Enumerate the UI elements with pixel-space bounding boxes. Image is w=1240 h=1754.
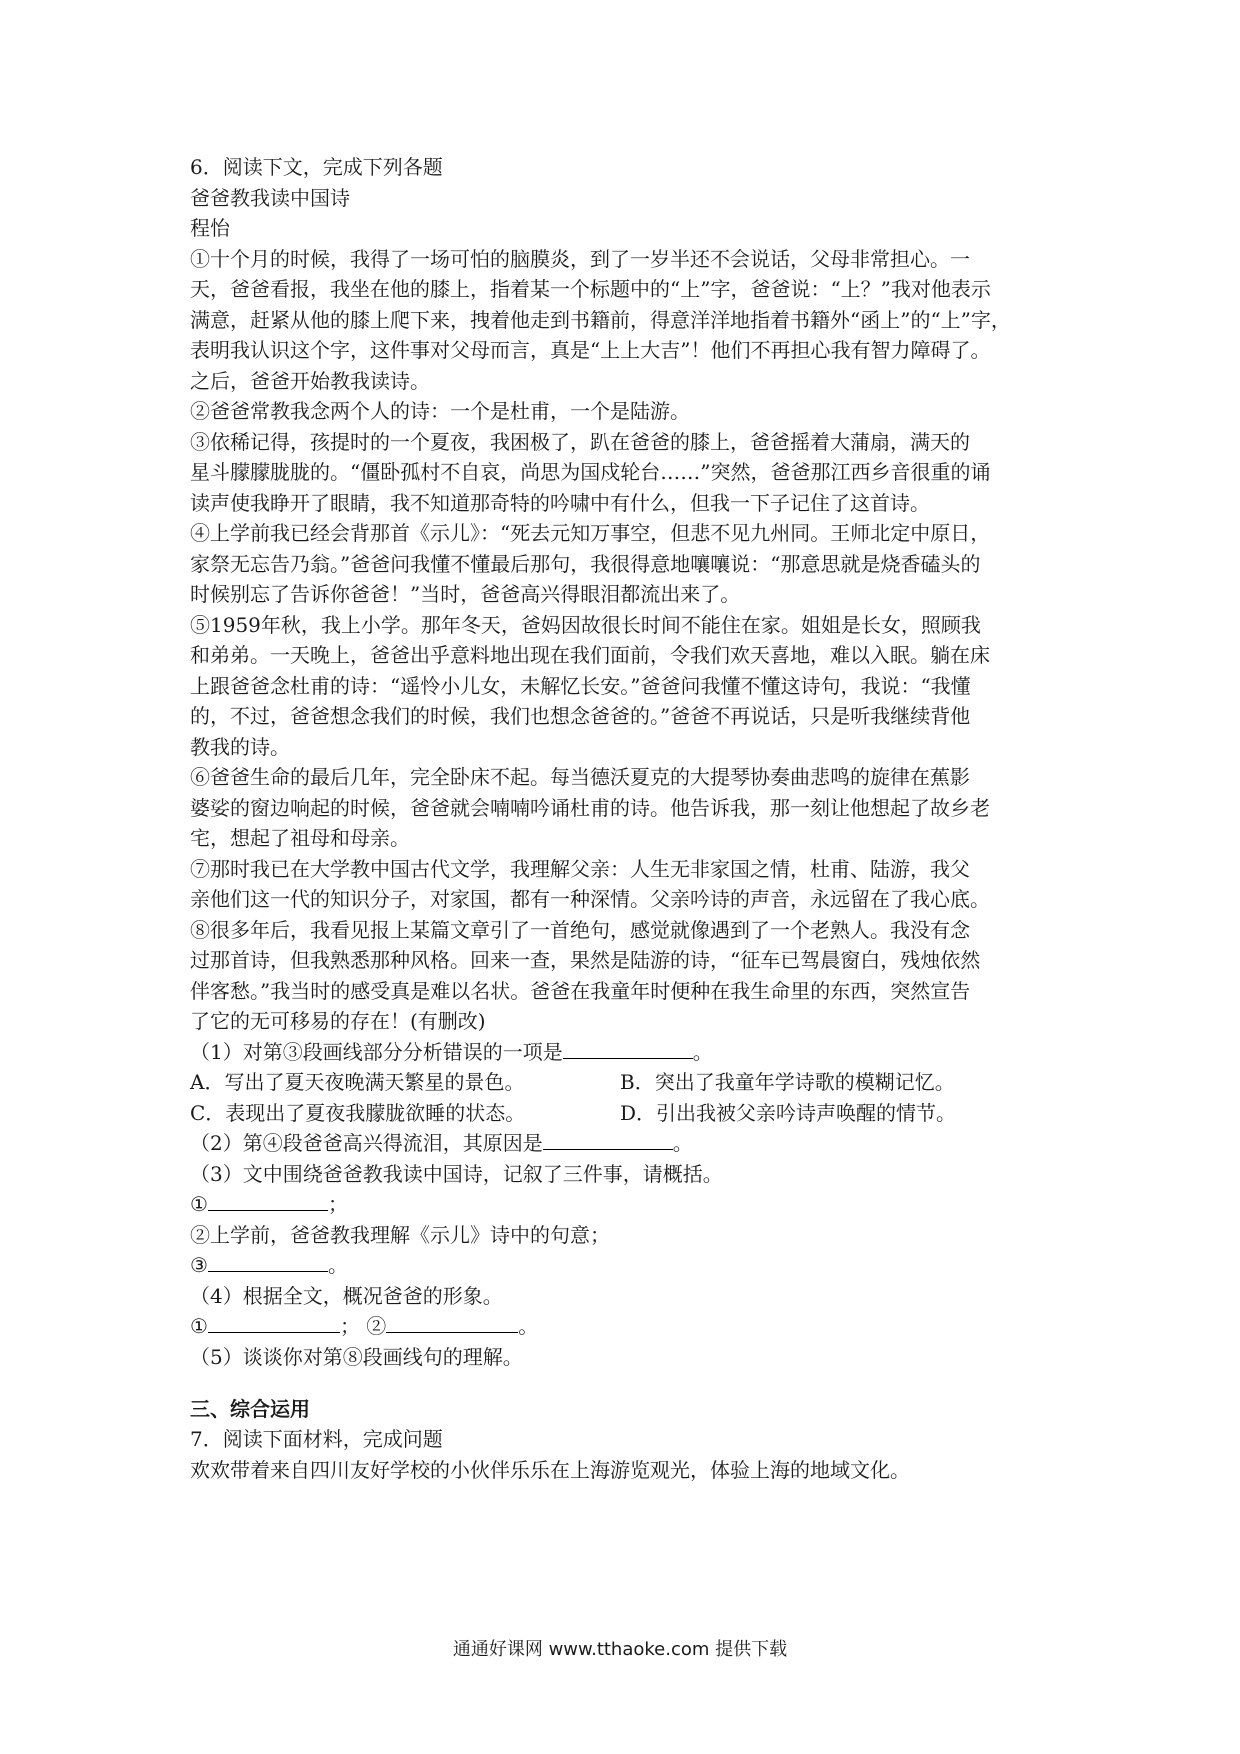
answer-a-end: ； (339, 1314, 360, 1338)
article-line: ⑧很多年后，我看见报上某篇文章引了一首绝句，感觉就像遇到了一个老熟人。我没有念 (190, 917, 970, 942)
article-line: 家祭无忘告乃翁。”爸爸问我懂不懂最后那句，我很得意地嚷嚷说：“那意思就是烧香磕头的 (190, 551, 981, 576)
sub-question-1-end: 。 (692, 1039, 713, 1064)
article-line: ④上学前我已经会背那首《示儿》：“死去元知万事空，但悲不见九州同。王师北定中原日， (190, 521, 991, 545)
option-c: C．表现出了夏夜我朦胧欲睡的状态。 (190, 1100, 526, 1125)
sub-question-1 (190, 1037, 1050, 1068)
item-3-marker: ③ (190, 1253, 208, 1277)
article-line: ③依稀记得，孩提时的一个夏夜，我困极了，趴在爸爸的膝上，爸爸摇着大蒲扇，满天的 (190, 429, 970, 454)
options-row-2 (190, 1098, 1050, 1129)
sub-question-3-item-1 (190, 1189, 1050, 1220)
answer-blank-q4-2[interactable] (386, 1312, 518, 1333)
article-line: 了它的无可移易的存在！(有删改) (190, 1009, 486, 1033)
sub-question-4-answers (190, 1311, 1050, 1342)
article-line: 婆娑的窗边响起的时候，爸爸就会喃喃吟诵杜甫的诗。他告诉我，那一刻让他想起了故乡老 (190, 795, 990, 820)
option-b: B．突出了我童年学诗歌的模糊记忆。 (620, 1070, 955, 1094)
answer-blank-q3-3[interactable] (208, 1251, 328, 1272)
article-line: 和弟弟。一天晚上，爸爸出乎意料地出现在我们面前，令我们欢天喜地，难以入眠。躺在床 (190, 643, 990, 667)
sub-question-2-text: （2）第④段爸爸高兴得流泪，其原因是 (190, 1131, 543, 1155)
question-7-heading: 7．阅读下面材料，完成问题 (190, 1427, 443, 1451)
answer-b-marker: ② (366, 1314, 387, 1338)
sub-question-3-item-3 (190, 1250, 1050, 1281)
article-title: 爸爸教我读中国诗 (190, 185, 350, 210)
article-author: 程怡 (190, 216, 230, 240)
sub-question-2-end: 。 (672, 1131, 693, 1155)
answer-blank-q3-1[interactable] (208, 1190, 328, 1211)
article-line: 表明我认识这个字，这件事对父母而言，真是“上上大吉”！他们不再担心我有智力障碍了。 (190, 338, 991, 362)
question-6-heading: 6．阅读下文，完成下列各题 (190, 155, 443, 179)
article-line: 读声使我睁开了眼睛，我不知道那奇特的吟啸中有什么，但我一下子记住了这首诗。 (190, 490, 930, 515)
article-line: 满意，赶紧从他的膝上爬下来，拽着他走到书籍前，得意洋洋地指着书籍外“函上”的“上”字， (190, 307, 1011, 332)
article-line: ①十个月的时候，我得了一场可怕的脑膜炎，到了一岁半还不会说话，父母非常担心。一 (190, 246, 970, 271)
option-d: D．引出我被父亲吟诗声唤醒的情节。 (620, 1100, 957, 1125)
article-line: ⑦那时我已在大学教中国古代文学，我理解父亲：人生无非家国之情，杜甫、陆游，我父 (190, 856, 970, 881)
sub-question-3: （3）文中围绕爸爸教我读中国诗，记叙了三件事，请概括。 (190, 1161, 723, 1186)
sub-question-5: （5）谈谈你对第⑧段画线句的理解。 (190, 1344, 523, 1369)
article-line: 教我的诗。 (190, 734, 290, 759)
article-line: 伴客愁。”我当时的感受真是难以名状。爸爸在我童年时便种在我生命里的东西，突然宣告 (190, 978, 971, 1003)
item-1-end: ； (327, 1192, 348, 1216)
article-line: 时候别忘了告诉你爸爸！”当时，爸爸高兴得眼泪都流出来了。 (190, 582, 741, 606)
sub-question-2 (190, 1128, 1050, 1159)
sub-question-4: （4）根据全文，概况爸爸的形象。 (190, 1283, 503, 1308)
article-line: 上跟爸爸念杜甫的诗：“遥怜小儿女，未解忆长安。”爸爸问我懂不懂这诗句，我说：“我懂 (190, 673, 971, 698)
sub-question-3-item-2: ②上学前，爸爸教我理解《示儿》诗中的句意； (190, 1222, 610, 1247)
page-footer: 通通好课网 www.tthaoke.com 提供下载 (452, 1639, 788, 1660)
item-1-marker: ① (190, 1192, 208, 1216)
question-7-text: 欢欢带着来自四川友好学校的小伙伴乐乐在上海游览观光，体验上海的地域文化。 (190, 1457, 910, 1482)
article-line: 天，爸爸看报，我坐在他的膝上，指着某一个标题中的“上”字，爸爸说：“上？”我对他表示 (190, 277, 991, 301)
article-line: 过那首诗，但我熟悉那种风格。回来一查，果然是陆游的诗，“征车已驾晨窗白，残烛依然 (190, 948, 981, 972)
article-line: 亲他们这一代的知识分子，对家国，都有一种深情。父亲吟诗的声音，永远留在了我心底。 (190, 887, 990, 911)
article-line: ⑥爸爸生命的最后几年，完全卧床不起。每当德沃夏克的大提琴协奏曲悲鸣的旋律在蕉影 (190, 765, 970, 789)
article-line: 之后，爸爸开始教我读诗。 (190, 368, 430, 393)
document-page (190, 152, 1050, 1485)
section-3-title: 三、综合运用 (190, 1397, 310, 1421)
answer-b-end: 。 (518, 1314, 539, 1338)
article-line: ②爸爸常教我念两个人的诗：一个是杜甫，一个是陆游。 (190, 399, 690, 423)
article-line: 星斗朦朦胧胧的。“僵卧孤村不自哀，尚思为国戍轮台……”突然，爸爸那江西乡音很重的诵 (190, 460, 991, 484)
sub-question-1-text: （1）对第③段画线部分分析错误的一项是 (190, 1039, 563, 1064)
options-row-1 (190, 1067, 1050, 1098)
answer-a-marker: ① (190, 1314, 208, 1338)
answer-blank-q4-1[interactable] (208, 1312, 340, 1333)
article-body (190, 244, 1050, 1037)
article-line: ⑤1959年秋，我上小学。那年冬天，爸妈因故很长时间不能住在家。姐姐是长女，照顾我 (190, 612, 981, 637)
answer-blank-q2[interactable] (543, 1129, 673, 1150)
option-a: A．写出了夏天夜晚满天繁星的景色。 (190, 1070, 525, 1094)
article-line: 宅，想起了祖母和母亲。 (190, 826, 410, 850)
item-3-end: 。 (327, 1253, 348, 1277)
answer-blank-q1[interactable] (563, 1038, 693, 1059)
article-line: 的，不过，爸爸想念我们的时候，我们也想念爸爸的。”爸爸不再说话，只是听我继续背他 (190, 704, 971, 728)
